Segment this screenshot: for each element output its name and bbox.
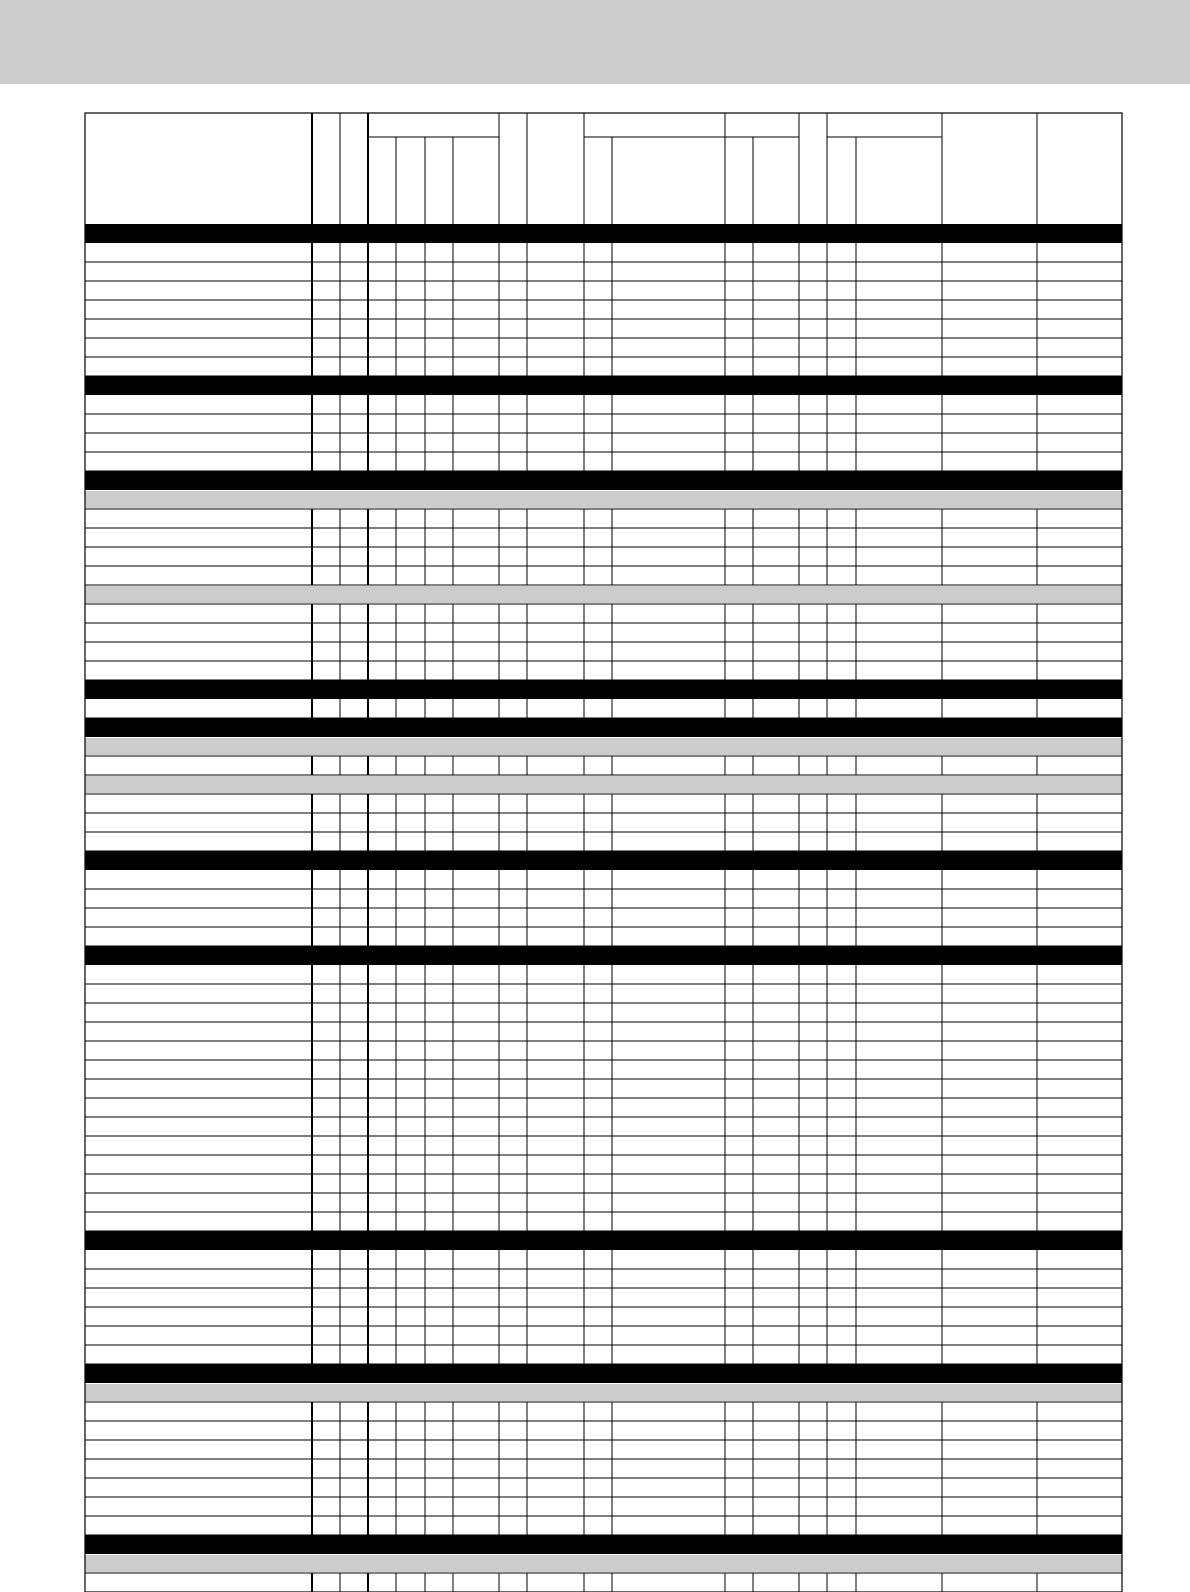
section-header-band: [85, 1231, 1122, 1250]
subsection-band: [85, 491, 1122, 508]
section-header-band: [85, 471, 1122, 490]
subsection-band: [85, 738, 1122, 755]
subsection-band: [85, 1555, 1122, 1572]
subsection-band: [85, 776, 1122, 793]
section-header-band: [85, 851, 1122, 870]
subsection-band: [85, 1384, 1122, 1401]
section-header-band: [85, 680, 1122, 699]
section-header-band: [85, 224, 1122, 243]
section-header-band: [85, 718, 1122, 737]
subsection-band: [85, 586, 1122, 603]
section-header-band: [85, 1535, 1122, 1554]
section-header-band: [85, 376, 1122, 395]
section-header-band: [85, 946, 1122, 965]
section-header-band: [85, 1364, 1122, 1383]
